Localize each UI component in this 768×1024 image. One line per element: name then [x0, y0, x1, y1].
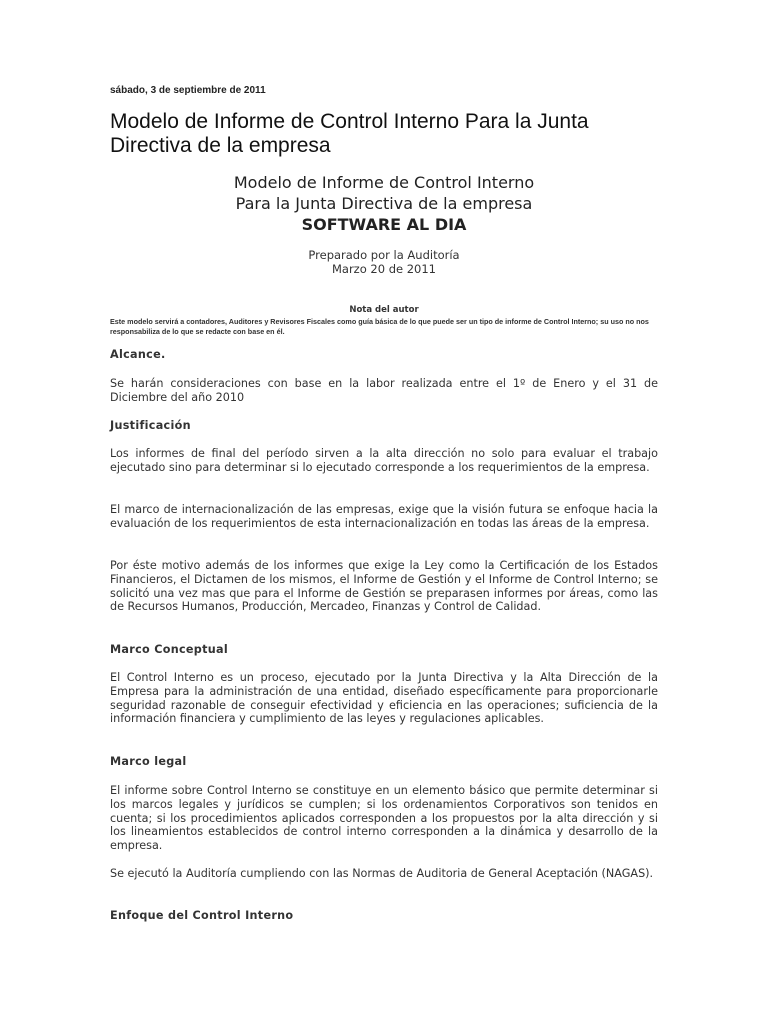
document-heading-line1: Modelo de Informe de Control Interno — [233, 173, 535, 192]
paragraph-justificacion-2: El marco de internacionalización de las empresas, exige que la visión futura se enfoque hacia la evaluación de los requerimientos de esta internacionalización en todas las áreas de la empresa. — [110, 503, 658, 530]
document-heading-line2: Para la Junta Directiva de la empresa — [235, 194, 533, 213]
post-date: sábado, 3 de septiembre de 2011 — [110, 85, 266, 96]
paragraph-marco-conceptual: El Control Interno es un proceso, ejecutado por la Junta Directiva y la Alta Dirección de la Empresa para la administración de una entidad, diseñado específicamente para proporcionarle seguridad razonable de conseguir efectividad y eficiencia en las operaciones; suficiencia de la información financiera y cumplimiento de las leyes y regulaciones aplicables. — [110, 671, 658, 726]
section-heading-enfoque: Enfoque del Control Interno — [110, 909, 294, 922]
post-title[interactable]: Modelo de Informe de Control Interno Para la Junta Directiva de la empresa — [110, 110, 589, 157]
document-heading — [110, 172, 658, 235]
section-heading-justificacion: Justificación — [110, 419, 191, 432]
section-heading-marco-legal: Marco legal — [110, 755, 187, 768]
paragraph-marco-legal-1: El informe sobre Control Interno se constituye en un elemento básico que permite determinar si los marcos legales y jurídicos se cumplen; si los ordenamientos Corporativos son tenidos en cuenta; si los procedimientos aplicados corresponden a los propuestos por la alta dirección y si los lineamientos establecidos de control interno corresponden a la dinámica y desarrollo de la empresa. — [110, 784, 658, 853]
document-heading-company: SOFTWARE AL DIA — [301, 215, 467, 234]
paragraph-justificacion-1: Los informes de final del período sirven a la alta dirección no solo para evaluar el trabajo ejecutado sino para determinar si lo ejecutado corresponde a los requerimientos de la empresa. — [110, 447, 658, 474]
prepared-by: Preparado por la Auditoría — [308, 248, 460, 262]
paragraph-marco-legal-2: Se ejecutó la Auditoría cumpliendo con las Normas de Auditoria de General Aceptación (NAGAS). — [110, 867, 654, 880]
paragraph-justificacion-3: Por éste motivo además de los informes que exige la Ley como la Certificación de los Estados Financieros, el Dictamen de los mismos, el Informe de Gestión y el Informe de Control Interno; se solicitó una vez mas que para el Informe de Gestión se preparasen informes por áreas, como las de Recursos Humanos, Producción, Mercadeo, Finanzas y Control de Calidad. — [110, 559, 658, 614]
prepared-block — [110, 248, 658, 276]
section-heading-alcance: Alcance. — [110, 348, 166, 361]
section-heading-marco-conceptual: Marco Conceptual — [110, 643, 228, 656]
prepared-date: Marzo 20 de 2011 — [331, 262, 436, 276]
author-note-title: Nota del autor — [349, 305, 419, 315]
author-note-text: Este modelo servirá a contadores, Auditores y Revisores Fiscales como guía básica de lo que puede ser un tipo de informe de Control Interno; su uso no nos responsabiliza de lo que se redacte con base en él. — [110, 317, 649, 336]
paragraph-alcance: Se harán consideraciones con base en la labor realizada entre el 1º de Enero y el 31 de Diciembre del año 2010 — [110, 377, 658, 404]
